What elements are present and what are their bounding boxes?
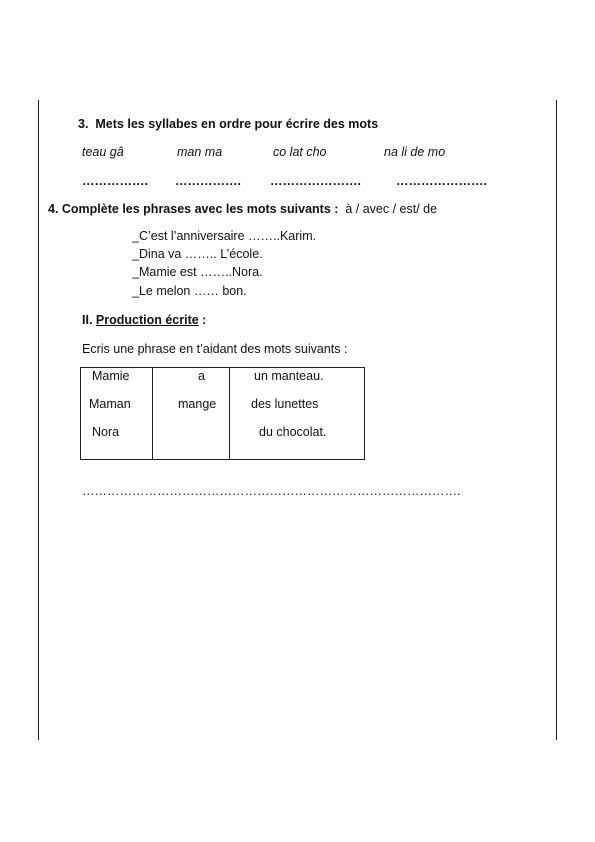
table-cell-lunettes: des lunettes: [251, 397, 319, 411]
production-instruction: Ecris une phrase en t’aidant des mots suivants :: [82, 342, 348, 356]
table-cell-mamie: Mamie: [92, 369, 130, 383]
table-cell-chocolat: du chocolat.: [259, 425, 327, 439]
production-colon: :: [198, 313, 207, 327]
table-divider-2: [229, 368, 230, 460]
right-margin-line: [556, 100, 557, 740]
syllable-group-4: na li de mo: [384, 145, 446, 159]
sentence-3: _Mamie est ……..Nora.: [132, 265, 263, 279]
sentence-2: _Dina va …….. L’école.: [132, 247, 263, 261]
answer-blank-4[interactable]: ………………….: [396, 174, 487, 188]
sentence-1: _C’est l’anniversaire ……..Karim.: [132, 229, 317, 243]
answer-blank-3[interactable]: ………………….: [270, 174, 361, 188]
word-table: [80, 367, 365, 460]
table-cell-nora: Nora: [92, 425, 120, 439]
production-title: [82, 313, 206, 327]
table-cell-manteau: un manteau.: [254, 369, 324, 383]
production-title-text: Production écrite: [95, 313, 199, 327]
answer-blank-1[interactable]: …………….: [82, 174, 148, 188]
syllable-group-3: co lat cho: [273, 145, 327, 159]
table-cell-mange: mange: [178, 397, 217, 411]
table-cell-maman: Maman: [89, 397, 131, 411]
exercise-3-text: Mets les syllabes en ordre pour écrire des mots: [95, 117, 379, 131]
exercise-4-title: [48, 202, 437, 216]
table-cell-a: a: [198, 369, 205, 383]
exercise-4-words: à / avec / est/ de: [345, 202, 438, 216]
exercise-3-number: 3.: [78, 117, 89, 131]
left-margin-line: [38, 100, 39, 740]
sentence-answer-line[interactable]: ……………………………………………………………………………….: [82, 484, 461, 498]
exercise-3-title: [78, 117, 378, 131]
sentence-4: _Le melon …… bon.: [132, 284, 247, 298]
exercise-4-text: 4. Complète les phrases avec les mots suivants :: [48, 202, 339, 216]
table-divider-1: [152, 368, 153, 460]
production-prefix: II.: [82, 313, 93, 327]
syllable-group-2: man ma: [177, 145, 223, 159]
syllable-group-1: teau gâ: [82, 145, 124, 159]
answer-blank-2[interactable]: …………….: [175, 174, 241, 188]
